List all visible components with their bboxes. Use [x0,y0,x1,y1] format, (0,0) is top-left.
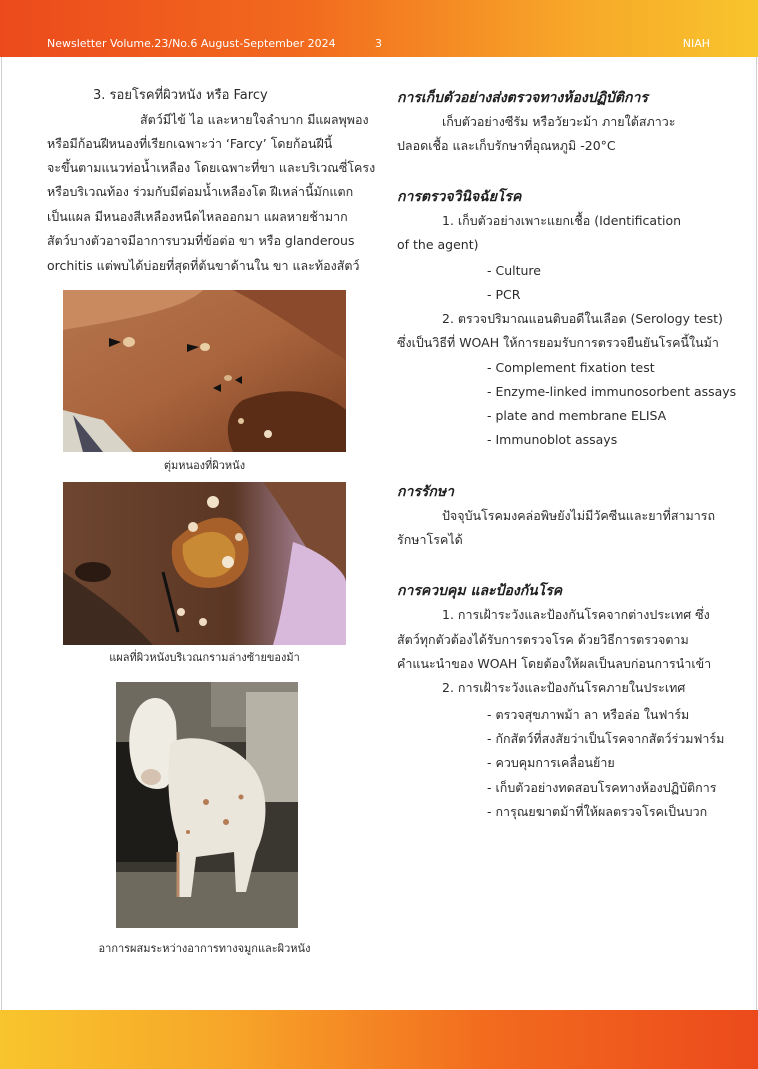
paragraph-line: เก็บตัวอย่างซีรัม หรือวัยวะม้า ภายใต้สภาวะ [442,114,676,129]
paragraph-line: ปลอดเชื้อ และเก็บรักษาที่อุณหภูมิ -20°C [397,138,616,153]
list-item: - ตรวจสุขภาพม้า ลา หรือล่อ ในฟาร์ม [487,707,690,722]
paragraph-line: ปัจจุบันโรคมงคล่อพิษยังไม่มีวัคซีนและยาที่สามารถ [442,508,716,523]
newsletter-title: Newsletter Volume.23/No.6 August-September 2024 [47,37,336,50]
section-heading-farcy: 3. รอยโรคที่ผิวหนัง หรือ Farcy [93,88,268,103]
list-item: - Culture [487,263,541,278]
list-item: - ควบคุมการเคลื่อนย้าย [487,755,615,770]
photo-skin-pustules [63,290,346,452]
paragraph-line: หรือบริเวณท้อง ร่วมกับมีต่อมน้ำเหลืองโต ฝีเหล่านี้มักแตก [47,184,354,199]
heading-diagnosis: การตรวจวินิจฉัยโรค [397,189,522,205]
paragraph-line: สัตว์ทุกตัวต้องได้รับการตรวจโรค ด้วยวิธีการตรวจตาม [397,632,689,647]
paragraph-line: 2. การเฝ้าระวังและป้องกันโรคภายในประเทศ [442,680,686,695]
list-item: - การุณยฆาตม้าที่ให้ผลตรวจโรคเป็นบวก [487,804,708,819]
paragraph-line: 2. ตรวจปริมาณแอนติบอดีในเลือด (Serology test) [442,311,723,326]
photo-jaw-lesion [63,482,346,645]
paragraph-line: ซึ่งเป็นวิธีที่ WOAH ให้การยอมรับการตรวจยืนยันโรคนี้ในม้า [397,335,719,350]
left-border [1,57,2,1010]
paragraph-line: จะขึ้นตามแนวท่อน้ำเหลือง โดยเฉพาะที่ขา และบริเวณซี่โครง [47,160,376,175]
list-item: - กักสัตว์ที่สงสัยว่าเป็นโรคจากสัตว์ร่วมฟาร์ม [487,731,725,746]
page-number: 3 [375,37,382,50]
caption-photo-1: ตุ่มหนองที่ผิวหนัง [163,459,246,472]
heading-sample-collection: การเก็บตัวอย่างส่งตรวจทางห้องปฏิบัติการ [397,90,648,106]
caption-photo-2: แผลที่ผิวหนังบริเวณกรามล่างซ้ายของม้า [109,651,300,664]
heading-control-prevention: การควบคุม และป้องกันโรค [397,583,563,599]
paragraph-line: รักษาโรคได้ [397,532,463,547]
paragraph-line: 1. เก็บตัวอย่างเพาะแยกเชื้อ (Identification [442,213,682,228]
paragraph-line: of the agent) [397,237,479,252]
paragraph-line: เป็นแผล มีหนองสีเหลืองหนืดไหลออกมา แผลหายช้ามาก [47,209,348,224]
org-name: NIAH [682,37,710,50]
paragraph-line: หรือมีก้อนฝีหนองที่เรียกเฉพาะว่า ‘Farcy’ โดยก้อนฝีนี้ [47,136,333,151]
list-item: - PCR [487,287,521,302]
list-item: - เก็บตัวอย่างทดสอบโรคทางห้องปฏิบัติการ [487,780,717,795]
list-item: - plate and membrane ELISA [487,408,667,423]
list-item: - Immunoblot assays [487,432,618,447]
paragraph-line: 1. การเฝ้าระวังและป้องกันโรคจากต่างประเทศ ซึ่ง [442,607,710,622]
paragraph-line: สัตว์บางตัวอาจมีอาการบวมที่ข้อต่อ ขา หรือ glanderous [47,233,355,248]
caption-photo-3: อาการผสมระหว่างอาการทางจมูกและผิวหนัง [98,942,311,955]
page-header [0,0,758,57]
paragraph-line: orchitis แต่พบได้บ่อยที่สุดที่ต้นขาด้านใน ขา และท้องสัตว์ [47,258,360,273]
page-footer [0,1010,758,1069]
list-item: - Complement fixation test [487,360,655,375]
paragraph-line: สัตว์มีไข้ ไอ และหายใจลำบาก มีแผลพุพอง [140,112,369,127]
photo-white-horse [116,682,298,928]
heading-treatment: การรักษา [397,484,454,500]
list-item: - Enzyme-linked immunosorbent assays [487,384,737,399]
right-border [756,57,757,1010]
paragraph-line: คำแนะนำของ WOAH โดยต้องให้ผลเป็นลบก่อนการนำเข้า [397,656,712,671]
